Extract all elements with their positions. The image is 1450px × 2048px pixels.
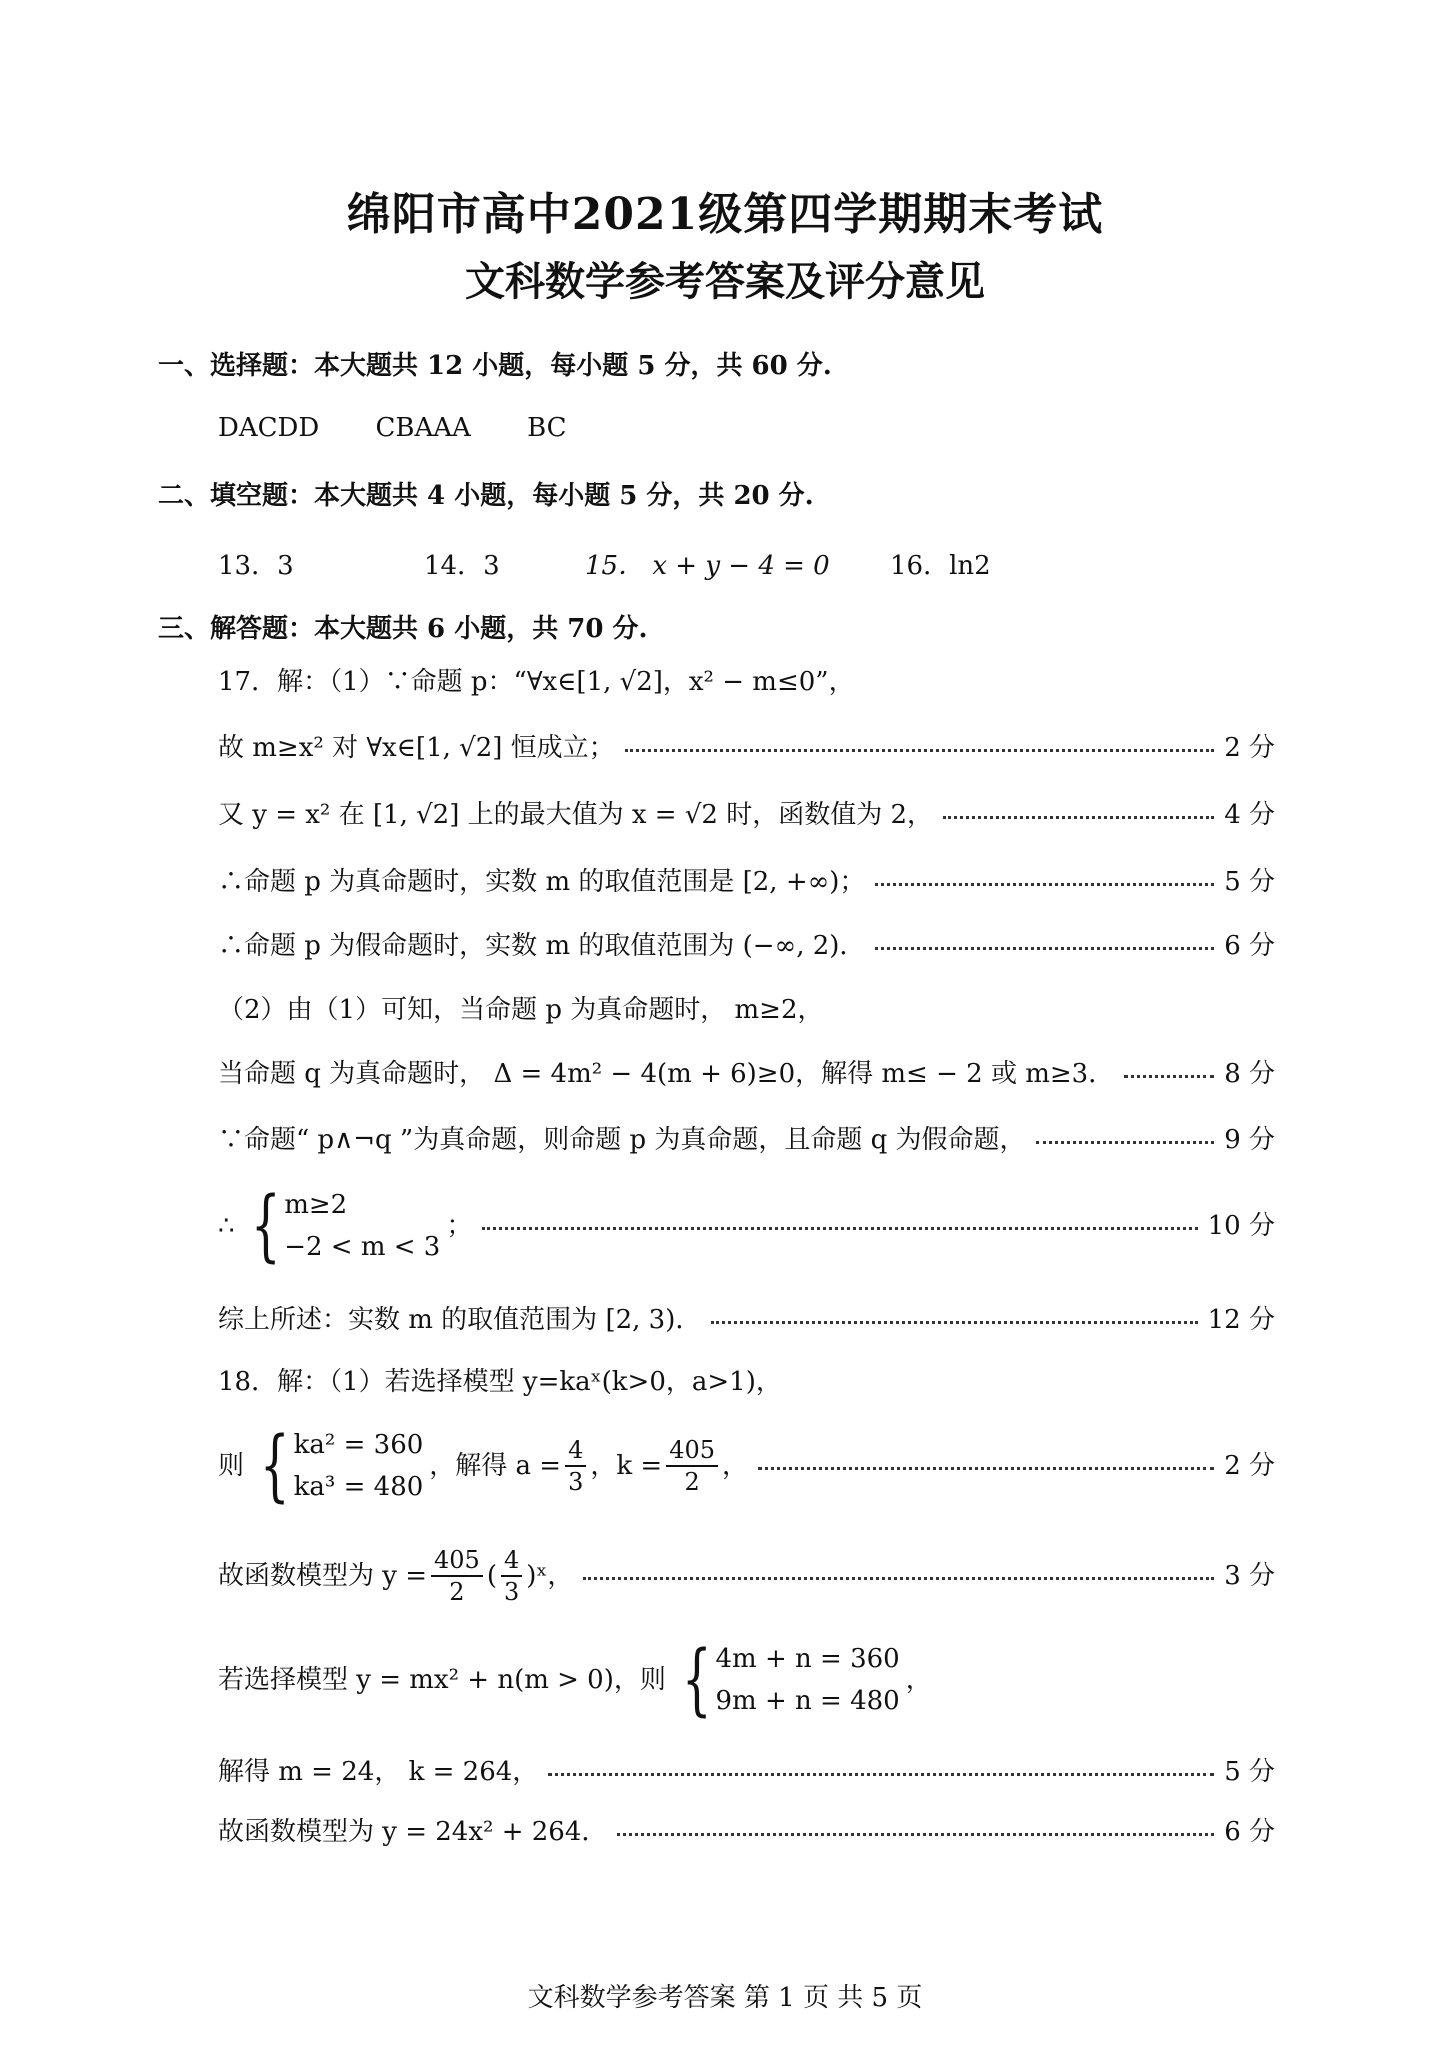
fraction-4-3: $\frac{4}{3}$ — [501, 1545, 522, 1607]
q17-step-4: ∴命题 p 为假命题时，实数 m 的取值范围为 (−∞, 2)． 6 分 — [218, 922, 1275, 970]
q17-part2-intro: （2）由（1）可知，当命题 p 为真命题时， m≥2， — [218, 995, 824, 1025]
fraction-k: $\frac{405}{2}$ — [666, 1435, 718, 1497]
score-3: 3 分 — [1224, 1561, 1275, 1591]
q18-step-1: 则 { ka² = 360 ka³ = 480 ，解得 a = $\frac{4}{3}$ ，k = $\frac{405}{2}$ ， 2 分 — [218, 1421, 1275, 1511]
q17-intro: 17．解：（1）∵命题 p：“∀x∈[1, √2]，x² − m≤0”， — [218, 667, 855, 697]
score-4: 4 分 — [1224, 800, 1275, 830]
score-2: 2 分 — [1224, 733, 1275, 763]
equation-system: { m≥2 −2 < m < 3 — [250, 1181, 441, 1271]
fill-answer-14: 14．3 — [424, 551, 500, 581]
score-10: 10 分 — [1207, 1211, 1275, 1241]
q17-step-1: 故 m≥x² 对 ∀x∈[1, √2] 恒成立； 2 分 — [218, 724, 1275, 772]
section1-answers: DACDD CBAAA BC — [218, 413, 567, 443]
q17-step-7: ∴ { m≥2 −2 < m < 3 ； 10 分 — [218, 1181, 1275, 1271]
q17-step-3: ∴命题 p 为真命题时，实数 m 的取值范围是 [2, +∞)； 5 分 — [218, 858, 1275, 906]
q17-conclusion: 综上所述：实数 m 的取值范围为 [2, 3)． 12 分 — [218, 1296, 1275, 1344]
fraction-a: $\frac{4}{3}$ — [565, 1435, 586, 1497]
score-8: 8 分 — [1224, 1059, 1275, 1089]
section3-header: 三、解答题：本大题共 6 小题，共 70 分. — [158, 614, 648, 644]
q17-step-5: 当命题 q 为真命题时， Δ = 4m² − 4(m + 6)≥0，解得 m≤ − 2 或 m≥3． 8 分 — [218, 1050, 1275, 1098]
q18-step-3: 若选择模型 y = mx² + n(m > 0)，则 { 4m + n = 360 9m + n = 480 ， — [218, 1635, 932, 1725]
q17-step-6: ∵命题“ p∧¬q ”为真命题，则命题 p 为真命题，且命题 q 为假命题， 9 分 — [218, 1116, 1275, 1164]
equation-system: { 4m + n = 360 9m + n = 480 — [681, 1635, 900, 1725]
page-title: 绵阳市高中2021级第四学期期末考试 — [346, 189, 1104, 240]
score-5: 5 分 — [1224, 1757, 1275, 1787]
fraction-405-2: $\frac{405}{2}$ — [431, 1545, 483, 1607]
score-5: 5 分 — [1224, 867, 1275, 897]
fill-answer-13: 13．3 — [218, 551, 294, 581]
page-footer: 文科数学参考答案 第 1 页 共 5 页 — [527, 1983, 923, 2013]
equation-system: { ka² = 360 ka³ = 480 — [259, 1421, 424, 1511]
page-subtitle: 文科数学参考答案及评分意见 — [465, 258, 985, 305]
q18-intro: 18．解：（1）若选择模型 y=kaˣ(k>0，a>1)， — [218, 1367, 782, 1397]
q18-step-4: 解得 m = 24， k = 264， 5 分 — [218, 1748, 1275, 1796]
q18-step-2: 故函数模型为 y = $\frac{405}{2}$ ( $\frac{4}{3}$ )ˣ， 3 分 — [218, 1546, 1275, 1606]
fill-answer-15: 15． x + y − 4 = 0 — [585, 551, 830, 581]
section1-header: 一、选择题：本大题共 12 小题，每小题 5 分，共 60 分. — [158, 351, 832, 381]
q18-step-5: 故函数模型为 y = 24x² + 264． 6 分 — [218, 1808, 1275, 1856]
score-6: 6 分 — [1224, 1817, 1275, 1847]
fill-answer-16: 16．ln2 — [890, 551, 991, 581]
q17-step-2: 又 y = x² 在 [1, √2] 上的最大值为 x = √2 时，函数值为 2， 4 分 — [218, 791, 1275, 839]
score-12: 12 分 — [1207, 1305, 1275, 1335]
score-9: 9 分 — [1224, 1125, 1275, 1155]
section2-header: 二、填空题：本大题共 4 小题，每小题 5 分，共 20 分. — [158, 481, 814, 511]
score-6: 6 分 — [1224, 931, 1275, 961]
score-2: 2 分 — [1224, 1451, 1275, 1481]
